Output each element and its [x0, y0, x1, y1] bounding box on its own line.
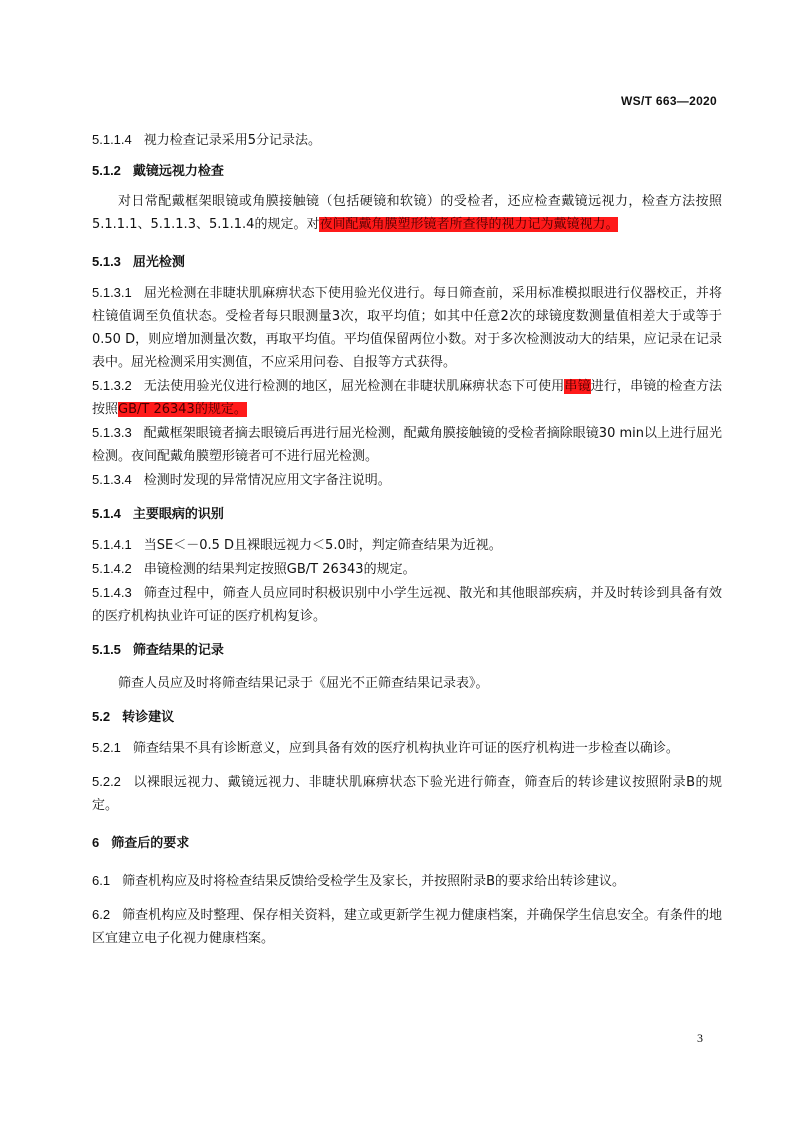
- clause-5-1-4-2: [92, 557, 722, 581]
- page-number: 3: [697, 1031, 703, 1045]
- clause-number: 6.2: [92, 907, 111, 922]
- clause-text: 进行，串镜的检查方法按照: [92, 379, 722, 417]
- clause-text: 当SE＜－0.5 D且裸眼远视力＜5.0时，判定筛查结果为近视。: [143, 538, 502, 553]
- paragraph-5-1-5: [92, 672, 722, 695]
- clause-number: 5.2.1: [92, 740, 121, 755]
- heading-title: 屈光检测: [132, 255, 185, 270]
- clause-text: 视力检查记录采用5分记录法。: [143, 133, 322, 148]
- heading-5-1-2: [92, 159, 722, 183]
- clause-text: 筛查机构应及时将检查结果反馈给受检学生及家长，并按照附录B的要求给出转诊建议。: [122, 874, 625, 889]
- clause-5-1-4-1: [92, 533, 722, 557]
- clause-number: 5.2.2: [92, 774, 121, 789]
- clause-5-1-3-4: [92, 468, 722, 492]
- heading-title: 戴镜远视力检查: [132, 164, 224, 179]
- clause-text: 筛查过程中，筛查人员应同时积极识别中小学生远视、散光和其他眼部疾病，并及时转诊到具备有效的医疗机构执业许可证的医疗机构复诊。: [92, 586, 722, 624]
- clause-5-1-3-3: [92, 421, 722, 468]
- heading-number: 5.1.3: [92, 254, 121, 269]
- clause-number: 5.1.3.3: [92, 425, 132, 440]
- clause-5-1-1-4: [92, 128, 722, 152]
- clause-text: 检测时发现的异常情况应用文字备注说明。: [143, 473, 391, 488]
- heading-number: 5.2: [92, 709, 111, 724]
- clause-number: 5.1.3.2: [92, 378, 132, 393]
- clause-text: 无法使用验光仪进行检测的地区，屈光检测在非睫状肌麻痹状态下可使用: [143, 379, 565, 394]
- highlighted-text: 夜间配戴角膜塑形镜者所查得的视力记为戴镜视力。: [319, 217, 619, 232]
- clause-number: 5.1.4.2: [92, 561, 132, 576]
- clause-text: 配戴框架眼镜者摘去眼镜后再进行屈光检测，配戴角膜接触镜的受检者摘除眼镜30 min以上进行屈光检测。夜间配戴角膜塑形镜者可不进行屈光检测。: [92, 426, 722, 464]
- heading-title: 主要眼病的识别: [132, 507, 224, 522]
- clause-text: 串镜检测的结果判定按照GB/T 26343的规定。: [143, 562, 416, 577]
- paragraph-text: 筛查人员应及时将筛查结果记录于《屈光不正筛查结果记录表》。: [118, 676, 489, 691]
- clause-number: 5.1.3.4: [92, 472, 132, 487]
- clause-number: 6.1: [92, 873, 111, 888]
- heading-5-1-5: [92, 638, 722, 662]
- heading-number: 5.1.2: [92, 163, 121, 178]
- clause-5-1-3-1: [92, 281, 722, 374]
- paragraph-5-1-2: [92, 190, 722, 236]
- clause-text: 筛查结果不具有诊断意义，应到具备有效的医疗机构执业许可证的医疗机构进一步检查以确诊。: [132, 741, 679, 756]
- heading-6: [92, 831, 722, 855]
- heading-5-1-3: [92, 250, 722, 274]
- heading-number: 6: [92, 835, 100, 850]
- clause-text: 屈光检测在非睫状肌麻痹状态下使用验光仪进行。每日筛查前，采用标准模拟眼进行仪器校正，并将柱镜值调至负值状态。受检者每只眼测量3次，取平均值；如其中任意2次的球镜度数测量值相差大于或等于0.50 D，则应增加测量次数，再取平均值。平均值保留两位小数。对于多次检测波动大的结果，应记录在记录表中。屈光检测采用实测值，不应采用问卷、自报等方式获得。: [92, 286, 722, 370]
- clause-5-1-3-2: [92, 374, 722, 421]
- heading-5-1-4: [92, 502, 722, 526]
- clause-5-2-1: [92, 736, 722, 760]
- clause-number: 5.1.4.3: [92, 585, 132, 600]
- clause-text: 以裸眼远视力、戴镜远视力、非睫状肌麻痹状态下验光进行筛查，筛查后的转诊建议按照附录B的规定。: [92, 775, 722, 813]
- heading-title: 筛查结果的记录: [132, 643, 224, 658]
- heading-number: 5.1.4: [92, 506, 121, 521]
- clause-6-1: [92, 869, 722, 893]
- heading-number: 5.1.5: [92, 642, 121, 657]
- paragraph-text: 对日常配戴框架眼镜或角膜接触镜（包括硬镜和软镜）的受检者，还应检查戴镜远视力，检查方法按照5.1.1.1、5.1.1.3、5.1.1.4的规定。对: [92, 194, 722, 232]
- clause-number: 5.1.4.1: [92, 537, 132, 552]
- highlighted-text: GB/T 26343的规定。: [118, 402, 247, 417]
- document-body: [92, 128, 722, 950]
- clause-5-2-2: [92, 770, 722, 817]
- clause-number: 5.1.1.4: [92, 132, 132, 147]
- clause-number: 5.1.3.1: [92, 285, 132, 300]
- clause-6-2: [92, 903, 722, 950]
- standard-code: WS/T 663—2020: [621, 94, 717, 108]
- heading-title: 筛查后的要求: [111, 836, 190, 851]
- highlighted-text: 串镜: [564, 379, 591, 394]
- heading-title: 转诊建议: [122, 710, 175, 725]
- heading-5-2: [92, 705, 722, 729]
- clause-text: 筛查机构应及时整理、保存相关资料，建立或更新学生视力健康档案，并确保学生信息安全。有条件的地区宜建立电子化视力健康档案。: [92, 908, 722, 946]
- clause-5-1-4-3: [92, 581, 722, 628]
